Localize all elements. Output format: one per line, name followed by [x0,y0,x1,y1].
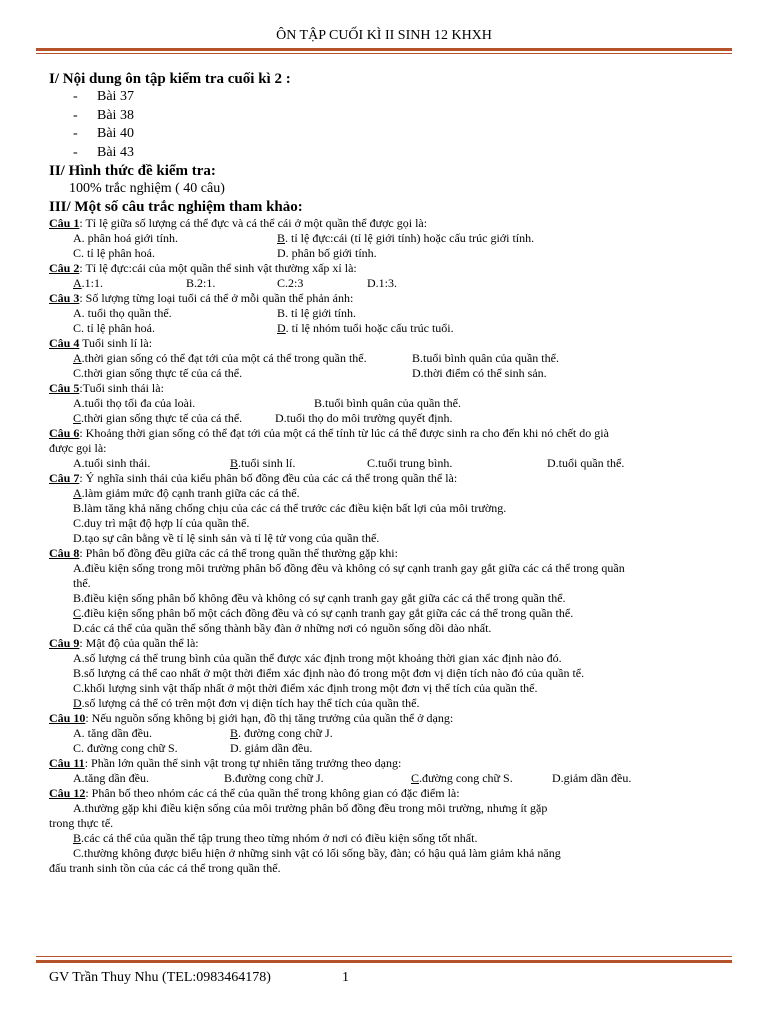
answer-a: A.làm giảm mức độ cạnh tranh giữa các cá thể. [73,486,300,500]
footer-author: GV Trần Thuy Nhu (TEL:0983464178) [49,970,271,985]
answer-b: B.tuổi bình quân của quần thể. [412,351,559,365]
section-3-heading: III/ Một số câu trắc nghiệm tham khảo: [49,199,303,215]
question-12: Câu 12: Phân bố theo nhóm các cá thể của quần thể trong không gian có đặc điểm là: [49,786,460,800]
answer-a: A.số lượng cá thể trung bình của quần thể được xác định trong một khoảng thời gian xác định nào đó. [73,651,562,665]
answer-b: B.làm tăng khả năng chống chịu của các cá thể trước các điều kiện bất lợi của môi trường. [73,501,507,515]
list-item: - Bài 40 [73,126,134,141]
answer-c: C.khối lượng sinh vật thấp nhất ở một thời điểm xác định trong một đơn vị thể tích của quần thể. [73,681,538,695]
answer-b: B. đường cong chữ J. [230,726,333,740]
answer-d: D. tỉ lệ nhóm tuổi hoặc cấu trúc tuổi. [277,321,454,335]
answer-c: C.2:3 [277,276,304,290]
answer-b: B.các cá thể của quần thể tập trung theo từng nhóm ở nơi có điều kiện sống tốt nhất. [73,831,478,845]
section-2-heading: II/ Hình thức đề kiểm tra: [49,163,216,179]
answer-c: C. tỉ lệ phân hoá. [73,321,155,335]
page-header: ÔN TẬP CUỐI KÌ II SINH 12 KHXH [276,28,492,43]
answer-a: A.thời gian sống có thể đạt tới của một cá thể trong quần thể. [73,351,367,365]
answer-a: A. phân hoá giới tính. [73,231,178,245]
answer-d: D.tuổi quần thể. [547,456,625,470]
question-4: Câu 4 Tuổi sinh lí là: [49,336,153,350]
question-7: Câu 7: Ý nghĩa sinh thái của kiểu phân bố đồng đều của các cá thể trong quần thể là: [49,471,458,485]
answer-b: B.2:1. [186,276,216,290]
header-rule [36,48,732,51]
document-body [49,70,715,876]
answer-d: D.các cá thể của quần thể sống thành bầy đàn ở những nơi có nguồn sống dồi dào nhất. [73,621,492,635]
answer-b: B.điều kiện sống phân bố không đều và không có sự cạnh tranh gay gắt giữa các cá thể trong quần thể. [73,591,566,605]
footer-rule [36,960,732,963]
answer-a: A. tuổi thọ quần thể. [73,306,172,320]
question-1: Câu 1: Tỉ lệ giữa số lượng cá thể đực và cá thể cái ở một quần thể được gọi là: [49,216,428,230]
answer-b: B. tỉ lệ đực:cái (tỉ lệ giới tính) hoặc cấu trúc giới tính. [277,231,535,245]
section-1-heading: I/ Nội dung ôn tập kiểm tra cuối kì 2 : [49,71,291,87]
answer-b: B.đường cong chữ J. [224,771,324,785]
answer-b: B. tỉ lệ giới tính. [277,306,357,320]
header-rule-thin [36,53,732,54]
answer-b: B.số lượng cá thể cao nhất ở một thời điểm xác định nào đó trong một đơn vị diện tích nào đó của quần tể. [73,666,585,680]
answer-c: C. đường cong chữ S. [73,741,178,755]
question-9: Câu 9: Mật độ của quần thể là: [49,636,199,650]
footer-rule-thin [36,956,732,957]
answer-c: C.duy trì mật độ hợp lí của quần thể. [73,516,250,530]
list-item: - Bài 43 [73,144,134,160]
question-11: Câu 11: Phần lớn quần thể sinh vật trong tự nhiên tăng trưởng theo dạng: [49,756,402,770]
answer-d: D.tạo sự cân bằng về tỉ lệ sinh sản và tỉ lệ tử vong của quần thể. [73,531,380,545]
answer-c: C.đường cong chữ S. [411,771,513,785]
page-number: 1 [342,970,349,985]
question-10: Câu 10: Nếu nguồn sống không bị giới hạn, đồ thị tăng trưởng của quần thể ở dạng: [49,711,454,725]
question-6: Câu 6: Khoảng thời gian sống có thể đạt tới của một cá thể tính từ lúc cá thể được sinh ra cho đến khi nó chết do già được gọi là: [49,426,609,455]
answer-a: A.tuổi sinh thái. [73,456,151,470]
answer-d: D.giảm dần đều. [552,771,632,785]
answer-c: C.tuổi trung bình. [367,456,453,470]
answer-d: D.1:3. [367,276,397,290]
page-footer [49,970,349,986]
answer-d: D. phân bố giới tính. [277,246,377,260]
answer-b: B.tuổi sinh lí. [230,456,296,470]
answer-c: C.thời gian sống thực tế của cá thể. [73,411,243,425]
answer-a: A.điều kiện sống trong môi trường phân bố đồng đều và không có sự cạnh tranh gay gắt giữa các cá thể trong quần thể. [73,561,625,590]
question-5: Câu 5:Tuổi sinh thái là: [49,381,164,395]
question-3: Câu 3: Số lượng từng loại tuổi cá thể ở mỗi quần thể phản ánh: [49,291,354,305]
answer-d: D.số lượng cá thể có trên một đơn vị diện tích hay thể tích của quần thể. [73,696,420,710]
list-item: - Bài 38 [73,107,134,123]
answer-a: A. tăng dần đều. [73,726,152,740]
answer-a: A.1:1. [73,276,104,290]
answer-c: C.thường không được biểu hiện ở những sinh vật có lối sống bầy, đàn; có hậu quả làm giảm khả năng đấu tranh sinh tồn của các cá thể trong quần thể. [49,846,561,875]
answer-b: B.tuổi bình quân của quần thể. [314,396,461,410]
exam-format: 100% trắc nghiệm ( 40 câu) [69,181,225,196]
answer-d: D.thời điểm có thể sinh sản. [412,366,547,380]
answer-a: A.thường gặp khi điều kiện sống của môi trường phân bố đồng đều trong môi trường, nhưng ít gặp trong thực tế. [49,801,548,830]
answer-c: C. tỉ lệ phân hoá. [73,246,155,260]
answer-a: A.tăng dần đều. [73,771,149,785]
answer-a: A.tuổi thọ tối đa của loài. [73,396,196,410]
answer-c: C.điều kiện sống phân bố một cách đồng đều và có sự cạnh tranh gay gắt giữa các cá thể trong quần thể. [73,606,574,620]
question-8: Câu 8: Phân bố đồng đều giữa các cá thể trong quần thể thường gặp khi: [49,546,398,560]
list-item: - Bài 37 [73,89,134,104]
answer-c: C.thời gian sống thực tế của cá thể. [73,366,243,380]
answer-d: D.tuổi thọ do môi trường quyết định. [275,411,453,425]
question-2: Câu 2: Tỉ lệ đực:cái của một quần thể sinh vật thường xấp xỉ là: [49,261,357,275]
answer-d: D. giảm dần đều. [230,741,313,755]
